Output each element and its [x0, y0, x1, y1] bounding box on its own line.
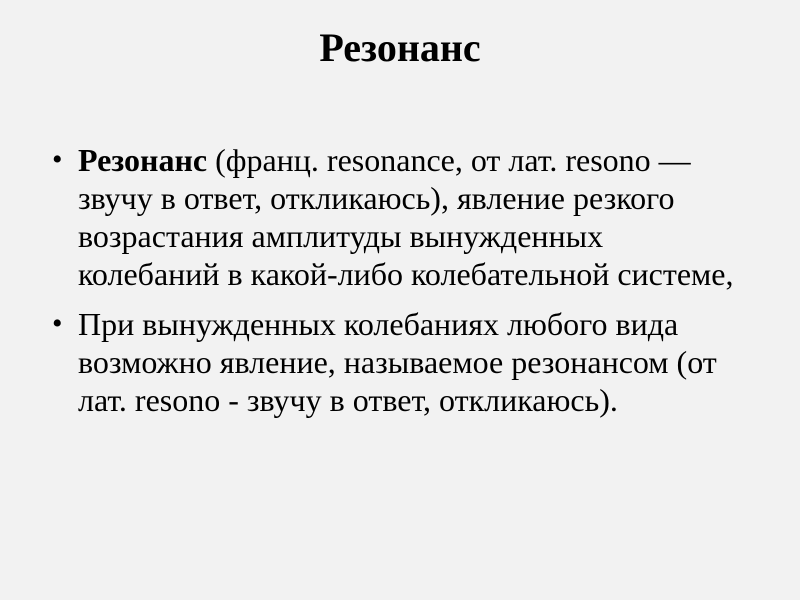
- bullet-item-forced-oscillations: [52, 305, 752, 419]
- bullet-text: При вынужденных колебаниях любого вида возможно явление, называемое резонансом (от лат. resono - звучу в ответ, откликаюсь).: [78, 306, 717, 418]
- bullet-list: [52, 141, 752, 431]
- bullet-item-definition: [52, 141, 752, 293]
- bullet-marker: •: [52, 143, 63, 176]
- bullet-marker: •: [52, 307, 63, 340]
- bullet-term: Резонанс: [78, 142, 208, 178]
- slide-title: Резонанс: [319, 25, 481, 70]
- bullet-text: (франц. resonance, от лат. resono — звучу в ответ, откликаюсь), явление резкого возрастания амплитуды вынужденных колебаний в какой-либо колебательной системе,: [78, 142, 734, 292]
